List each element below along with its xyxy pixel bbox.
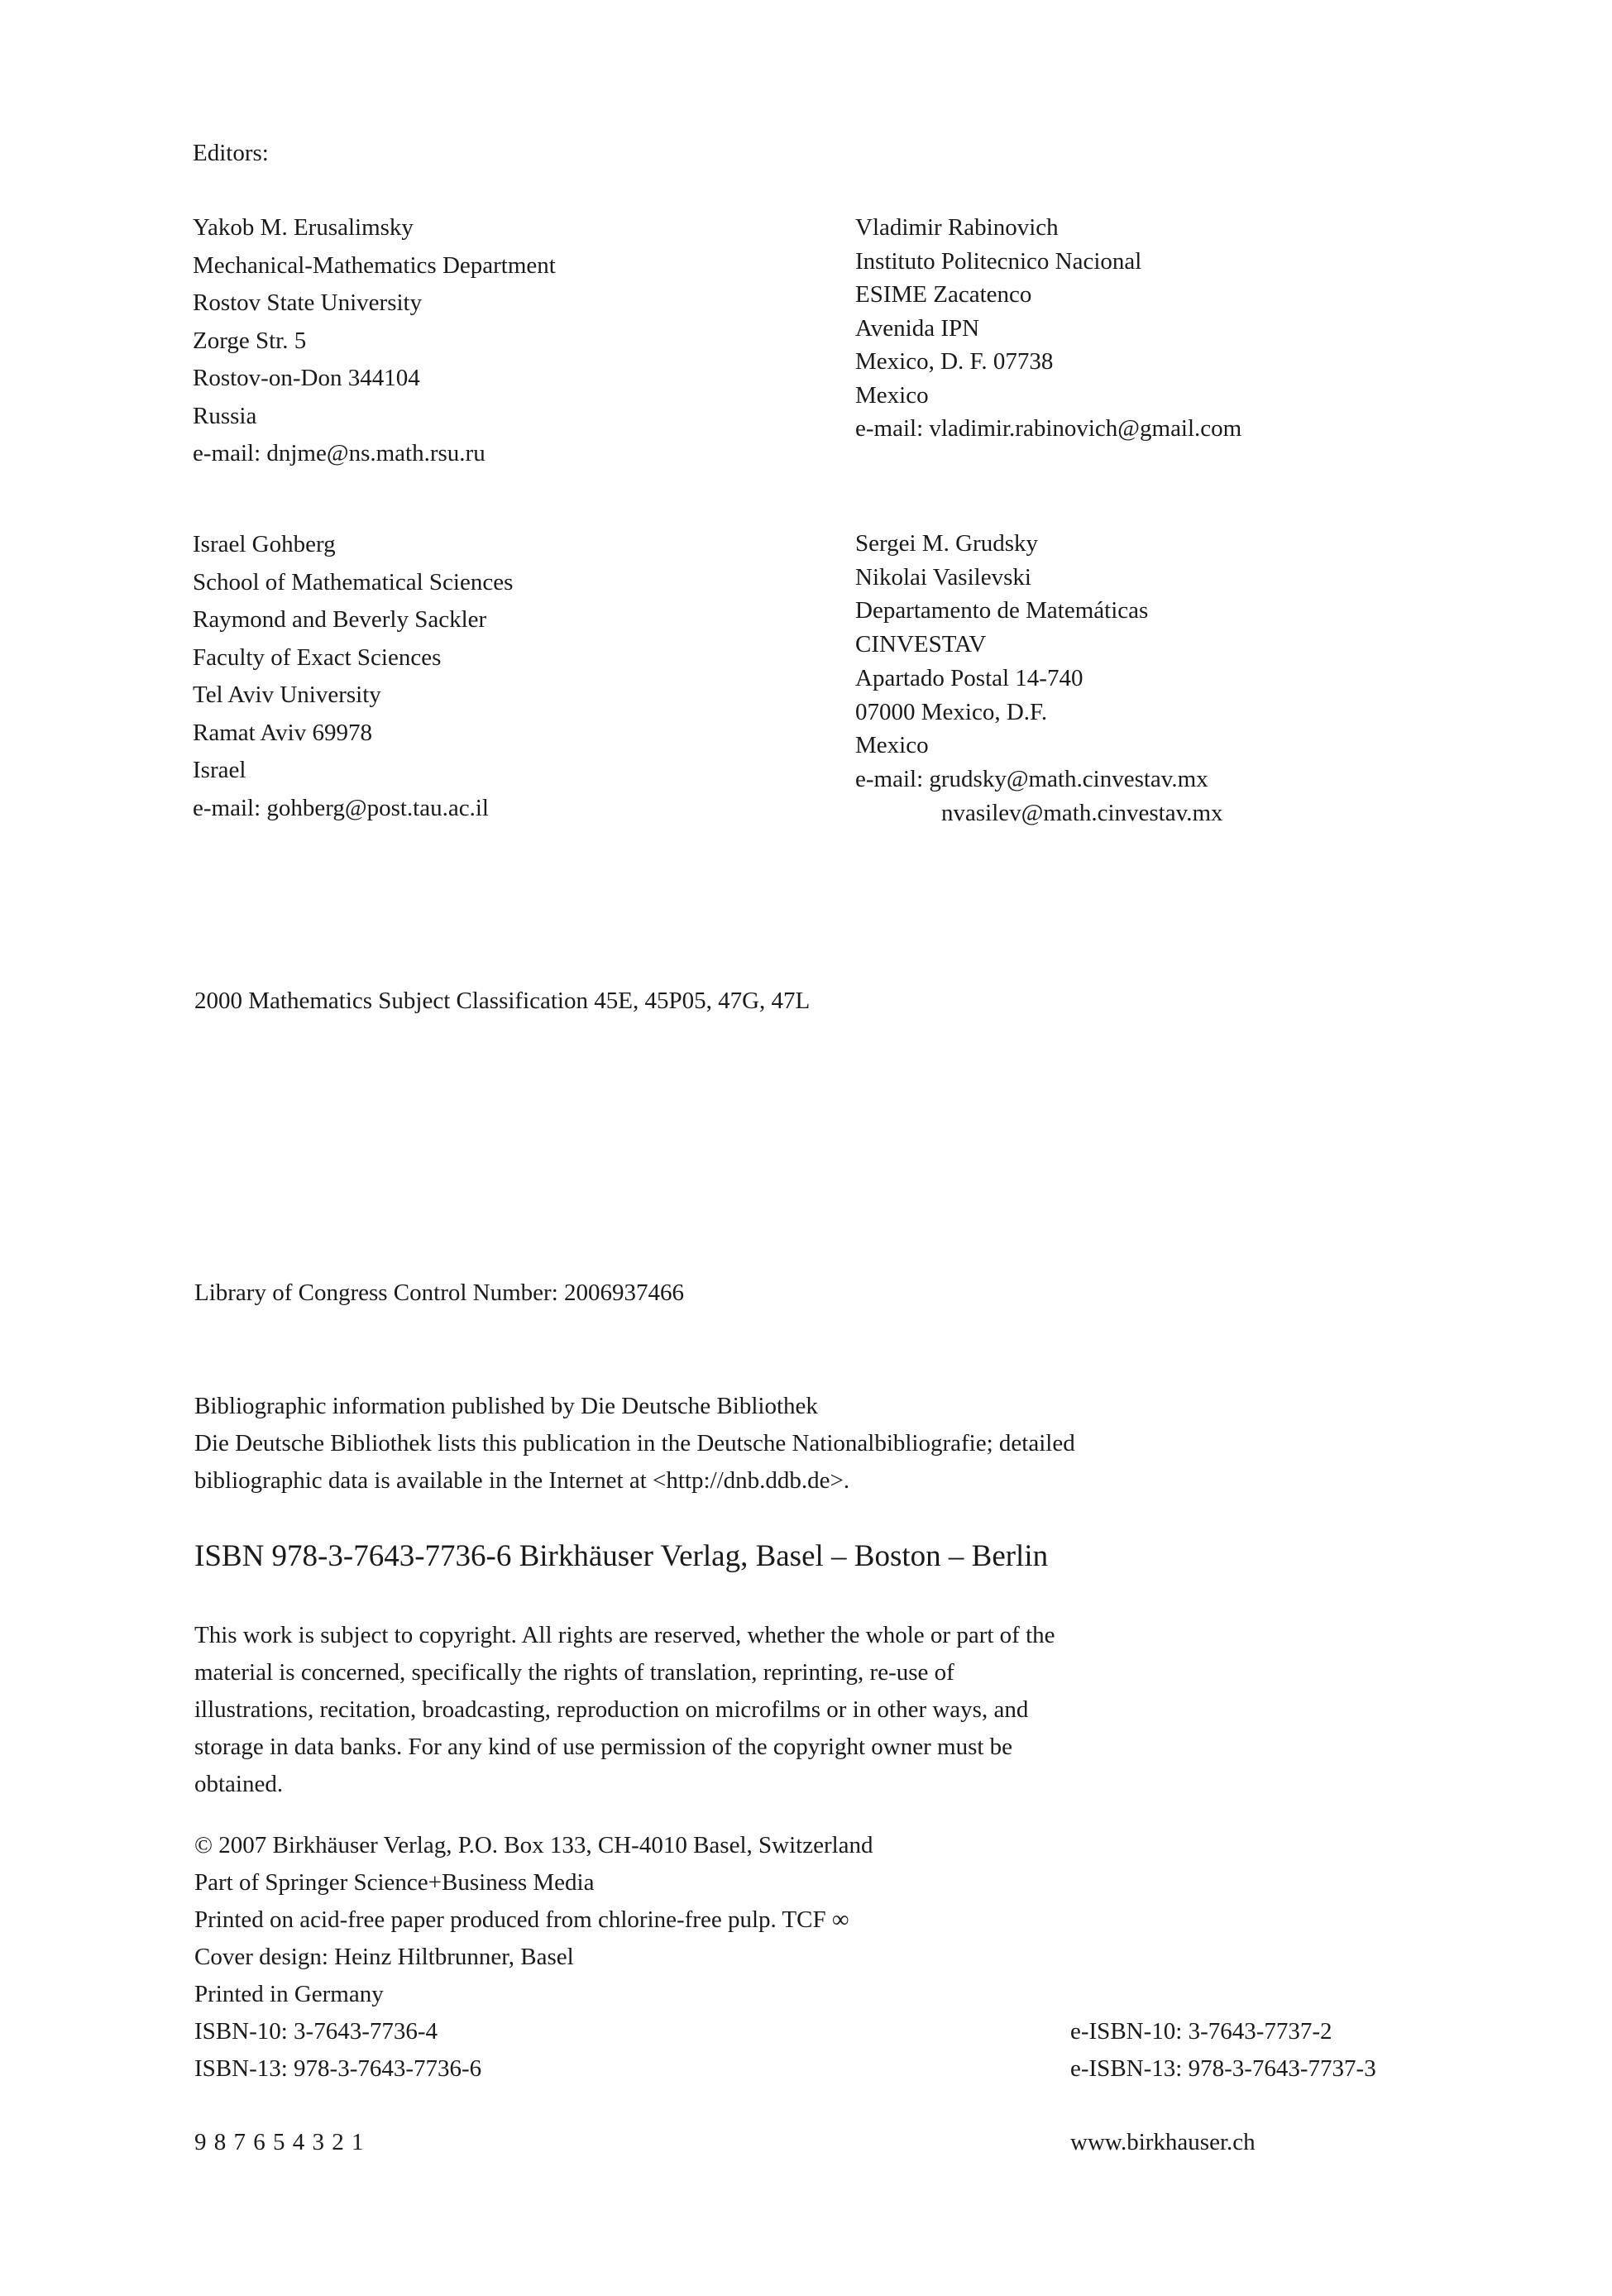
- address-line: Mexico: [855, 732, 929, 759]
- imprint-line: Printed in Germany: [194, 1981, 384, 2007]
- address-line: Mexico: [855, 381, 929, 409]
- address-line: Mexico, D. F. 07738: [855, 348, 1054, 375]
- address-line: Tel Aviv University: [193, 682, 381, 708]
- imprint-line: © 2007 Birkhäuser Verlag, P.O. Box 133, CH-4010 Basel, Switzerland: [194, 1832, 873, 1858]
- address-line: Russia: [193, 402, 257, 429]
- editor-email: e-mail: grudsky@math.cinvestav.mx: [855, 765, 1208, 792]
- imprint-line: Part of Springer Science+Business Media: [194, 1869, 595, 1896]
- bibliographic-line: Bibliographic information published by Die Deutsche Bibliothek: [194, 1393, 818, 1419]
- editor-address-grudsky-vasilevski: [855, 527, 1223, 830]
- editors-label: Editors:: [193, 140, 269, 166]
- address-line: 07000 Mexico, D.F.: [855, 698, 1048, 725]
- eisbn-10: e-ISBN-10: 3-7643-7737-2: [1070, 2018, 1332, 2045]
- printing-number-line: 9 8 7 6 5 4 3 2 1: [194, 2129, 365, 2155]
- eisbn-13: e-ISBN-13: 978-3-7643-7737-3: [1070, 2055, 1376, 2082]
- address-line: Mechanical-Mathematics Department: [193, 251, 556, 279]
- address-line: Rostov-on-Don 344104: [193, 365, 420, 391]
- imprint-block: [194, 1827, 873, 2088]
- editor-email: e-mail: dnjme@ns.math.rsu.ru: [193, 440, 486, 466]
- subject-classification: 2000 Mathematics Subject Classification 45E, 45P05, 47G, 47L: [194, 988, 811, 1014]
- address-line: Zorge Str. 5: [193, 327, 307, 354]
- isbn-13: ISBN-13: 978-3-7643-7736-6: [194, 2055, 482, 2082]
- isbn-10: ISBN-10: 3-7643-7736-4: [194, 2018, 438, 2045]
- address-line: Raymond and Beverly Sackler: [193, 606, 487, 633]
- bibliographic-information: [194, 1388, 1075, 1500]
- address-line: Instituto Politecnico Nacional: [855, 247, 1142, 275]
- editor-address-erusalimsky: [193, 209, 556, 473]
- editor-email: e-mail: gohberg@post.tau.ac.il: [193, 794, 489, 821]
- editor-name: Vladimir Rabinovich: [855, 214, 1059, 241]
- address-line: Ramat Aviv 69978: [193, 719, 372, 746]
- editor-address-gohberg: [193, 526, 513, 827]
- bibliographic-line: bibliographic data is available in the Internet at <http://dnb.ddb.de>.: [194, 1467, 850, 1494]
- address-line: Rostov State University: [193, 289, 423, 316]
- copyright-line: material is concerned, specifically the rights of translation, reprinting, re-use of: [194, 1659, 954, 1686]
- copyright-line: illustrations, recitation, broadcasting, reproduction on microfilms or in other ways, and: [194, 1696, 1029, 1723]
- editor-name: Yakob M. Erusalimsky: [193, 214, 414, 241]
- editor-address-rabinovich: [855, 211, 1241, 446]
- copyright-line: obtained.: [194, 1771, 284, 1797]
- address-line: ESIME Zacatenco: [855, 281, 1032, 308]
- library-of-congress-number: Library of Congress Control Number: 2006937466: [194, 1280, 685, 1306]
- imprint-line: Cover design: Heinz Hiltbrunner, Basel: [194, 1944, 574, 1970]
- isbn-publisher-line: ISBN 978-3-7643-7736-6 Birkhäuser Verlag, Basel – Boston – Berlin: [194, 1539, 1049, 1573]
- imprint-line: Printed on acid-free paper produced from chlorine-free pulp. TCF ∞: [194, 1906, 849, 1933]
- address-line: Departamento de Matemáticas: [855, 597, 1149, 624]
- address-line: Apartado Postal 14-740: [855, 664, 1083, 691]
- editor-name: Israel Gohberg: [193, 531, 336, 557]
- address-line: CINVESTAV: [855, 631, 987, 658]
- editor-name: Sergei M. Grudsky: [855, 530, 1038, 557]
- copyright-line: storage in data banks. For any kind of use permission of the copyright owner must be: [194, 1734, 1013, 1760]
- publisher-website: www.birkhauser.ch: [1070, 2129, 1256, 2155]
- editor-email-secondary: nvasilev@math.cinvestav.mx: [941, 799, 1223, 826]
- address-line: Faculty of Exact Sciences: [193, 643, 442, 671]
- copyright-notice: [194, 1617, 1055, 1803]
- eisbn-block: [1070, 2013, 1376, 2088]
- copyright-line: This work is subject to copyright. All rights are reserved, whether the whole or part of the: [194, 1622, 1055, 1648]
- address-line: Avenida IPN: [855, 314, 980, 342]
- bibliographic-line: Die Deutsche Bibliothek lists this publication in the Deutsche Nationalbibliografie; detailed: [194, 1430, 1075, 1457]
- editor-name: Nikolai Vasilevski: [855, 563, 1031, 591]
- address-line: School of Mathematical Sciences: [193, 568, 514, 596]
- address-line: Israel: [193, 757, 246, 783]
- editor-email: e-mail: vladimir.rabinovich@gmail.com: [855, 415, 1242, 442]
